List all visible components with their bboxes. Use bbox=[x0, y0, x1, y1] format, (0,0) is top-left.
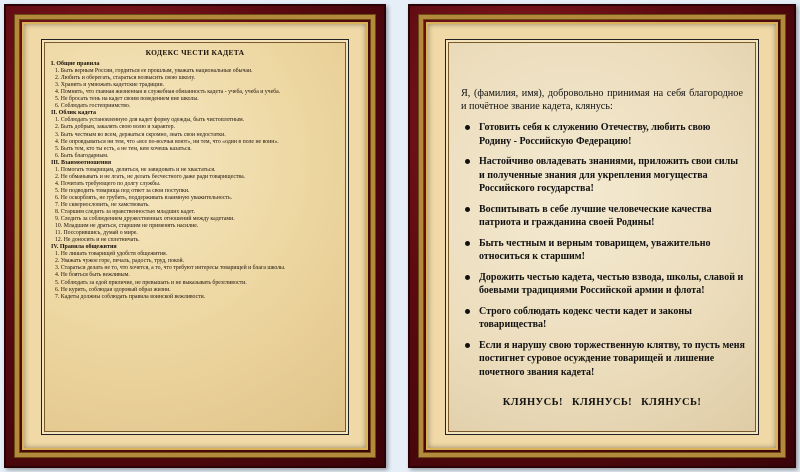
honor-code-rule: 6. Не оскорблять, не грубить, поддерживать взаимную уважительность. bbox=[55, 194, 233, 201]
bullet-icon bbox=[465, 241, 470, 246]
honor-code-rule: 4. Почитать требующего по долгу службы. bbox=[55, 180, 161, 187]
honor-code-rule: 5. Не бросать тень на кадет своим поведением вне школы. bbox=[55, 96, 199, 103]
honor-code-rule: 7. Кадеты должны соблюдать правила воинской вежливости. bbox=[55, 293, 206, 300]
honor-code-rule: 2. Не обманывать и не лгать, не делать бесчестного даже ради товарищества. bbox=[55, 173, 246, 180]
honor-code-rule: 5. Не подводить товарища под ответ за свои поступки. bbox=[55, 187, 190, 194]
oath-item bbox=[459, 155, 745, 196]
honor-code-rule: 3. Хранить и умножать кадетские традиции. bbox=[55, 82, 165, 89]
oath-intro: Я, (фамилия, имя), добровольно принимая на себя благородное и почётное звание кадета, клянусь: bbox=[461, 88, 743, 112]
honor-code-rule: 4. Помнить, что главная жизненная и служебная обязанность кадета - учеба, учеба и учеба. bbox=[55, 89, 281, 96]
oath-item bbox=[459, 203, 745, 230]
honor-code-rule: 1. Помогать товарищам, делиться, не завидовать и не хвастаться. bbox=[55, 166, 216, 173]
oath-item-text: Настойчиво овладевать знаниями, приложить свои силы и полученные знания для укрепления могущества Российского государства! bbox=[479, 156, 739, 194]
honor-code-section-heading: IV. Правила общежития bbox=[51, 244, 117, 251]
oath-item-text: Дорожить честью кадета, честью взвода, школы, славой и боевыми традициями Российской армии и флота! bbox=[479, 271, 744, 296]
honor-code-lines bbox=[51, 61, 339, 301]
honor-code-section-heading: III. Взаимоотношения bbox=[51, 159, 112, 166]
honor-code-rule: 2. Уважать чужое горе, печаль, радость, труд, покой. bbox=[55, 258, 185, 265]
oath-item bbox=[459, 121, 745, 148]
honor-code-text bbox=[51, 49, 339, 301]
honor-code-rule: 11. Поссорившись, думай о мире. bbox=[55, 230, 138, 237]
honor-code-section-heading: I. Общие правила bbox=[51, 61, 100, 68]
right-picture-frame bbox=[408, 4, 796, 468]
honor-code-rule: 4. Не бояться быть вежливым. bbox=[55, 272, 130, 279]
oath-item-text: Строго соблюдать кодекс чести кадет и законы товарищества! bbox=[479, 305, 692, 330]
oath-text bbox=[459, 87, 745, 408]
honor-code-rule: 5. Соблюдать за едой приличие, не превышать и не выказывать брезгливости. bbox=[55, 279, 247, 286]
oath-list bbox=[459, 121, 745, 379]
honor-code-rule: 7. Не сквернословить, не хамствовать. bbox=[55, 201, 150, 208]
honor-code-rule: 2. Быть добрым, закалять свою волю и характер. bbox=[55, 124, 175, 131]
right-frame-mat bbox=[428, 24, 776, 448]
honor-code-rule: 2. Любить и оберегать, стараться возвысить свою школу. bbox=[55, 75, 196, 82]
left-frame-mat bbox=[24, 24, 366, 448]
bullet-icon bbox=[465, 343, 470, 348]
oath-swear-line: КЛЯНУСЬ! КЛЯНУСЬ! КЛЯНУСЬ! bbox=[502, 397, 702, 408]
honor-code-title: КОДЕКС ЧЕСТИ КАДЕТА bbox=[145, 48, 245, 57]
honor-code-rule: 1. Соблюдать установленную для кадет форму одежды, быть чистоплотным. bbox=[55, 117, 245, 124]
bullet-icon bbox=[465, 159, 470, 164]
honor-code-rule: 1. Быть верным России, гордиться ее прошлым, уважать национальные обычаи. bbox=[55, 68, 253, 75]
oath-item-text: Воспитывать в себе лучшие человеческие качества патриота и гражданина своей Родины! bbox=[479, 203, 712, 228]
oath-item-text: Быть честным и верным товарищем, уважительно относиться к старшим! bbox=[479, 237, 711, 262]
honor-code-rule: 6. Соблюдать гостеприимство. bbox=[55, 103, 131, 110]
honor-code-rule: 5. Быть тем, кто ты есть, а не тем, кем хочешь казаться. bbox=[55, 145, 192, 152]
oath-item bbox=[459, 305, 745, 332]
honor-code-rule: 3. Быть честным во всем, держаться скромно, знать свои недостатки. bbox=[55, 131, 226, 138]
bullet-icon bbox=[465, 207, 470, 212]
honor-code-rule: 10. Младшим не драться, старшим не применять насилие. bbox=[55, 223, 199, 230]
cadet-oath-sheet bbox=[448, 42, 756, 432]
oath-item bbox=[459, 237, 745, 264]
oath-item-text: Готовить себя к служению Отечеству, любить свою Родину - Российскую Федерацию! bbox=[479, 122, 711, 147]
honor-code-rule: 9. Следить за соблюдением дружественных отношений между кадетами. bbox=[55, 216, 235, 223]
honor-code-rule: 6. Не курить, соблюдая здоровый образ жизни. bbox=[55, 286, 171, 293]
honor-code-rule: 12. Не доносить и не сплетничать. bbox=[55, 237, 140, 244]
oath-item bbox=[459, 339, 745, 380]
bullet-icon bbox=[465, 275, 470, 280]
honor-code-rule: 3. Стараться делать не то, что хочется, а то, что требуют интересы товарищей и блага школы. bbox=[55, 265, 286, 272]
bullet-icon bbox=[465, 125, 470, 130]
cadet-honor-code-sheet bbox=[44, 42, 346, 432]
oath-item-text: Если я нарушу свою торжественную клятву, то пусть меня постигнет суровое осуждение товарищей и лишение почетного звания кадета! bbox=[479, 339, 745, 378]
honor-code-rule: 1. Не лишать товарищей удобств общежития. bbox=[55, 251, 168, 258]
honor-code-section-heading: II. Облик кадета bbox=[51, 110, 97, 117]
honor-code-rule: 4. Не опровдываться ни тем, что «все по-волчьи воют», ни тем, что «один в поле не воин». bbox=[55, 138, 279, 145]
bullet-icon bbox=[465, 309, 470, 314]
oath-item bbox=[459, 271, 745, 298]
left-picture-frame bbox=[4, 4, 386, 468]
honor-code-rule: 8. Старшим следить за нравственностью младших кадет. bbox=[55, 209, 196, 216]
honor-code-rule: 6. Быть благодарным. bbox=[55, 152, 109, 159]
